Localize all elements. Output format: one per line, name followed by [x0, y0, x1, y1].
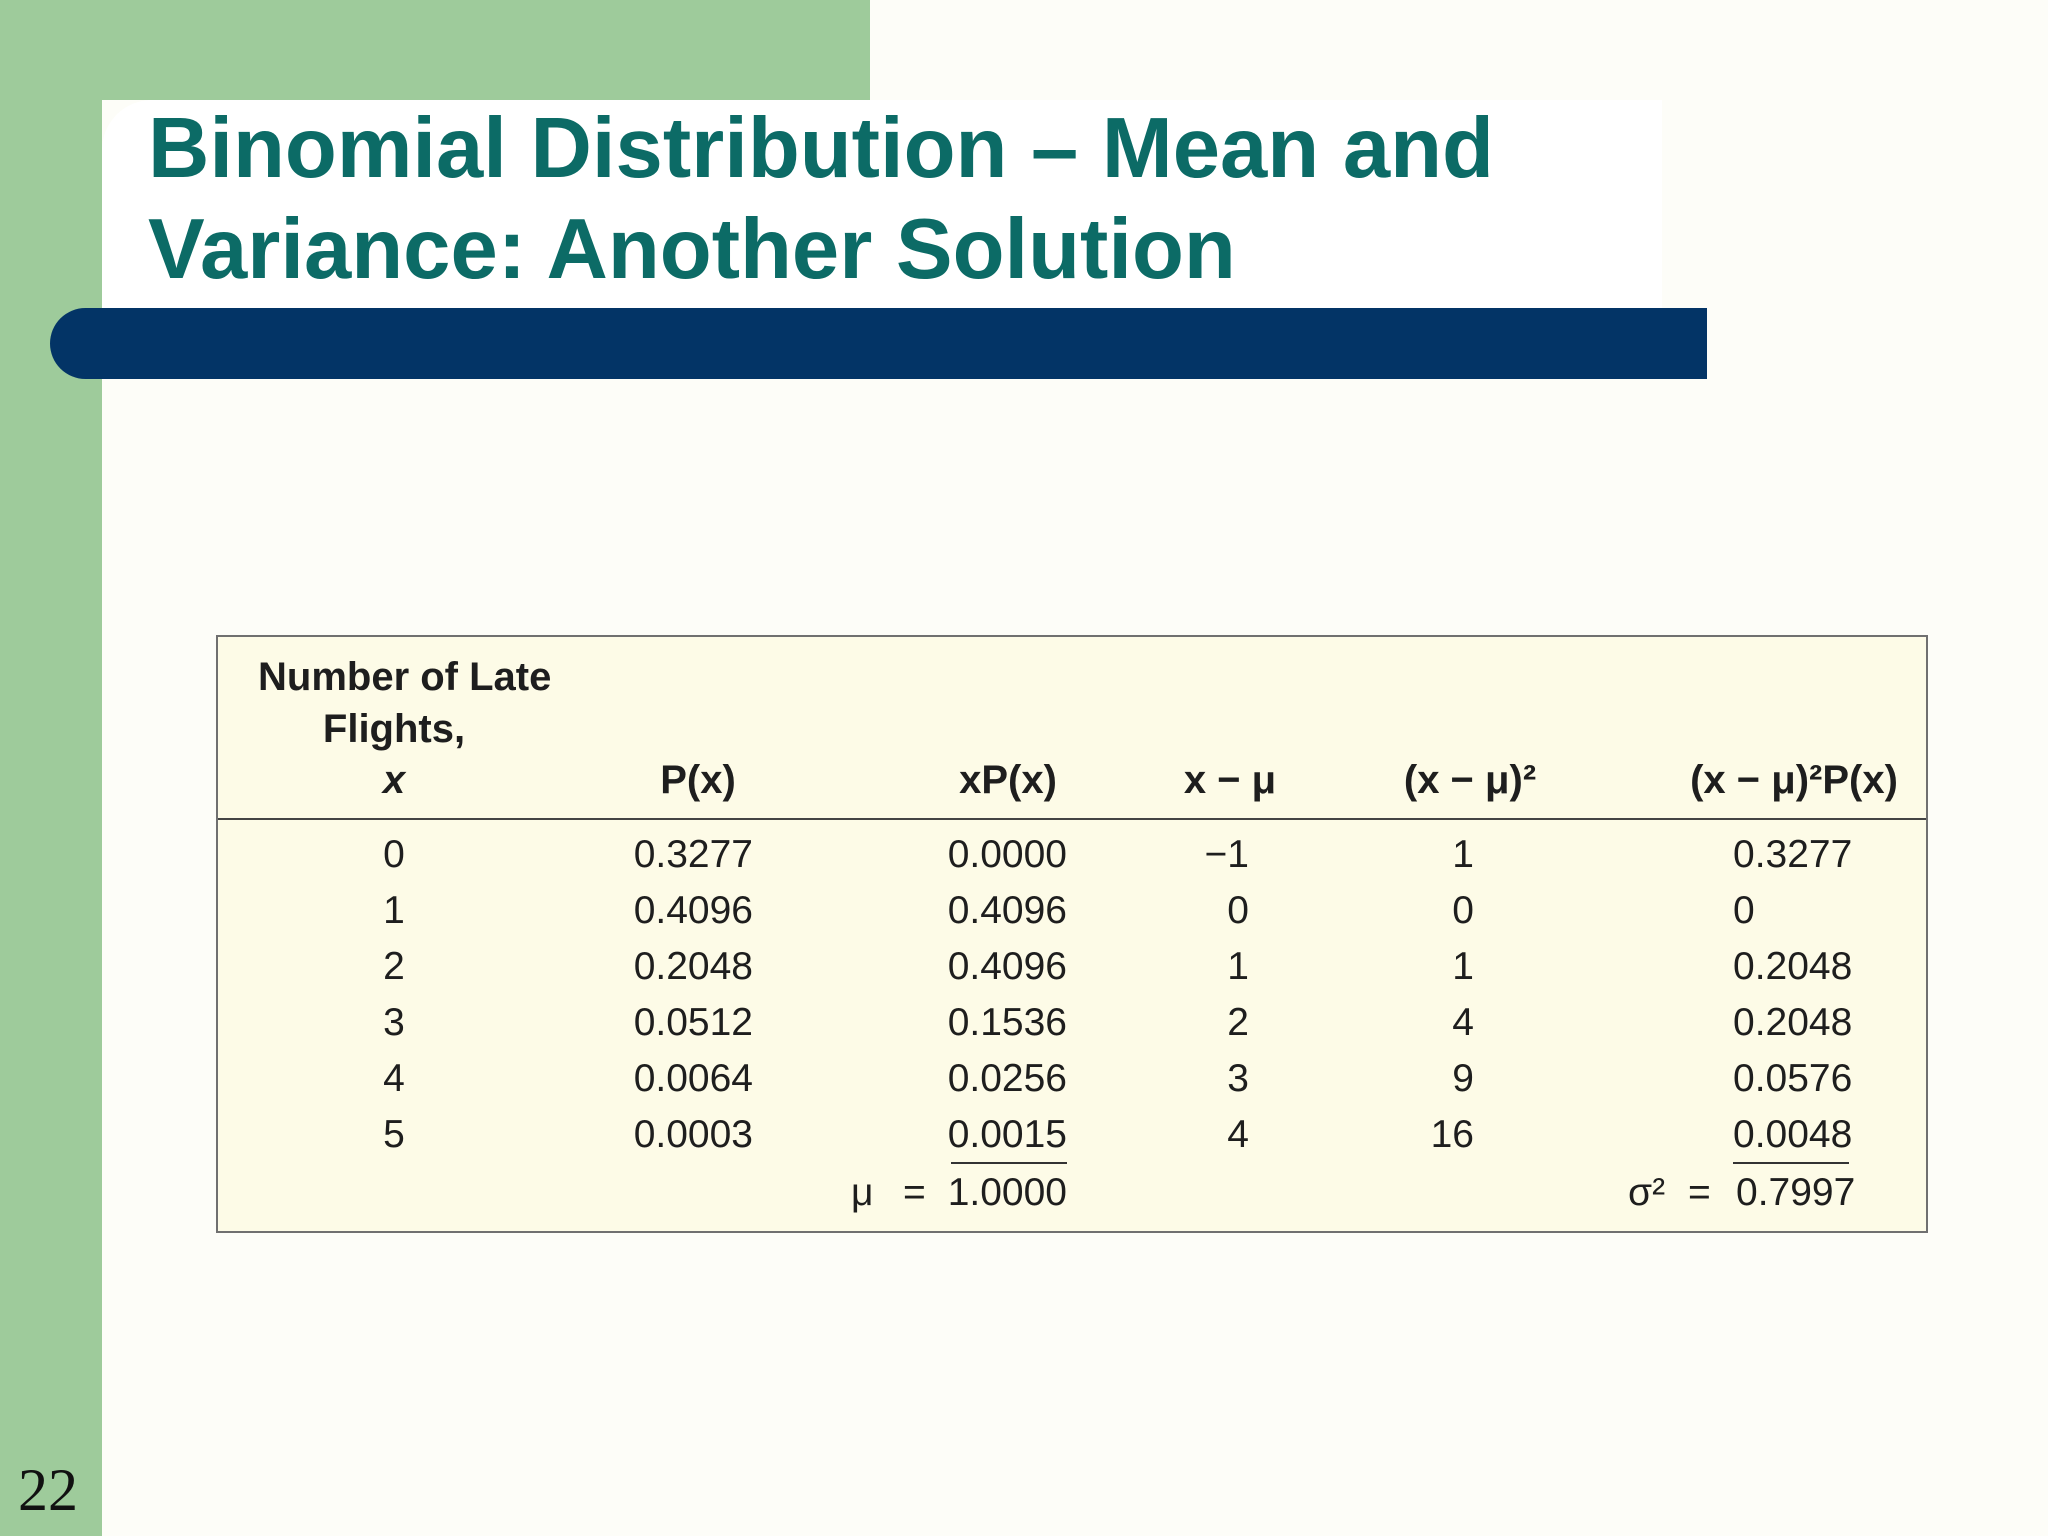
slide-title-line-1: Binomial Distribution – Mean and — [148, 101, 1494, 196]
cell-squared-deviation-times-px: 0.2048 — [1733, 945, 1853, 988]
cell-x: 1 — [383, 889, 405, 932]
cell-xpx: 0.0015 — [947, 1113, 1067, 1156]
cell-x: 2 — [383, 945, 405, 988]
cell-squared-deviation: 1 — [1452, 945, 1474, 988]
variance-equals: = — [1688, 1171, 1711, 1214]
cell-squared-deviation: 0 — [1452, 889, 1474, 932]
variance-value: 0.7997 — [1736, 1171, 1856, 1214]
header-divider — [218, 818, 1926, 820]
cell-px: 0.2048 — [633, 945, 753, 988]
left-green-band — [0, 0, 102, 1536]
cell-squared-deviation: 1 — [1452, 833, 1474, 876]
cell-xpx: 0.4096 — [947, 945, 1067, 988]
header-px: P(x) — [660, 758, 736, 802]
cell-px: 0.4096 — [633, 889, 753, 932]
page-number: 22 — [18, 1457, 78, 1523]
cell-squared-deviation: 9 — [1452, 1057, 1474, 1100]
cell-squared-deviation-times-px: 0.2048 — [1733, 1001, 1853, 1044]
slide-title-line-2: Variance: Another Solution — [148, 202, 1236, 297]
mean-label: μ — [851, 1171, 874, 1214]
cell-xpx: 0.1536 — [947, 1001, 1067, 1044]
header-squared-deviation-times-px: (x − μ)²P(x) — [1690, 758, 1898, 802]
cell-squared-deviation-times-px: 0.3277 — [1733, 833, 1853, 876]
cell-squared-deviation-times-px: 0.0576 — [1733, 1057, 1853, 1100]
variance-label: σ² — [1628, 1171, 1666, 1214]
cell-x: 3 — [383, 1001, 405, 1044]
header-x-line-1: Number of Late — [258, 655, 552, 699]
cell-deviation: 4 — [1227, 1113, 1249, 1156]
cell-px: 0.0064 — [633, 1057, 753, 1100]
cell-squared-deviation-times-px: 0 — [1733, 889, 1755, 932]
cell-x: 4 — [383, 1057, 405, 1100]
cell-px: 0.3277 — [633, 833, 753, 876]
slide-title — [148, 98, 1708, 300]
variance-sum-underline — [1733, 1162, 1849, 1164]
cell-px: 0.0003 — [633, 1113, 753, 1156]
header-squared-deviation: (x − μ)² — [1403, 758, 1537, 802]
cell-xpx: 0.0256 — [947, 1057, 1067, 1100]
cell-deviation: 1 — [1227, 945, 1249, 988]
distribution-table — [216, 635, 1928, 1233]
cell-squared-deviation: 4 — [1452, 1001, 1474, 1044]
cell-px: 0.0512 — [633, 1001, 753, 1044]
mean-equals: = — [903, 1171, 926, 1214]
cell-squared-deviation: 16 — [1430, 1113, 1474, 1156]
xpx-sum-underline — [951, 1162, 1067, 1164]
cell-deviation: 2 — [1227, 1001, 1249, 1044]
header-x-line-2: Flights, — [322, 707, 466, 751]
cell-deviation: 3 — [1227, 1057, 1249, 1100]
title-underline-bar — [50, 308, 1707, 379]
cell-xpx: 0.0000 — [947, 833, 1067, 876]
cell-deviation: −1 — [1204, 833, 1249, 876]
top-green-band — [0, 0, 870, 100]
cell-deviation: 0 — [1227, 889, 1249, 932]
cell-squared-deviation-times-px: 0.0048 — [1733, 1113, 1853, 1156]
cell-x: 5 — [383, 1113, 405, 1156]
header-x-line-3: x — [382, 758, 406, 802]
header-x-minus-mu: x − μ — [1183, 758, 1277, 802]
cell-x: 0 — [383, 833, 405, 876]
header-xpx: xP(x) — [959, 758, 1057, 802]
mean-value: 1.0000 — [947, 1171, 1067, 1214]
cell-xpx: 0.4096 — [947, 889, 1067, 932]
